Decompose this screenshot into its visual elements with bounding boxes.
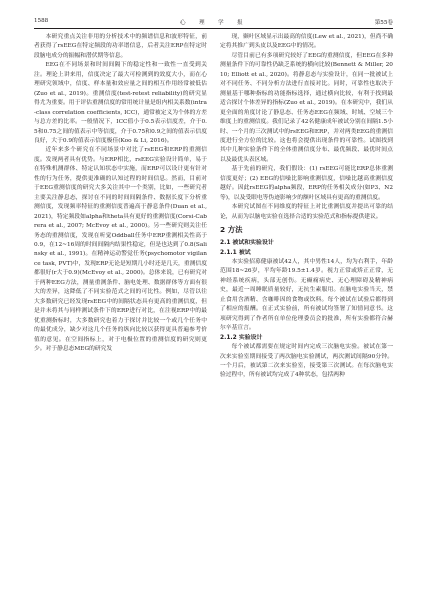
section-heading-methods: 2 方法 bbox=[220, 225, 243, 235]
paragraph: 本研究重点关注非用的分析技术中的频谱信息和波形特征，前者获得了rsEEG在特定频段的功率谱信息，后者关注ERP在特定时段脑电成分的振幅和潜伏期等信息。 bbox=[34, 34, 207, 59]
paragraph: 尽管目前已有多项研究较好了EEG的重测信度，但EEG在多种测量条件下的可靠性仍缺乏系统的横向比较(Bennett & Miller, 2010; Elliott et al., 2020)。将静息态与实验设计，在同一批被试上对不同任务、不同分析方法进行直接对比。同时，可靠性也取决于测量基于哪种指标的功能指标选择，通过横向比较，有利于找到最适合探讨个体差异的指标(Zuo et al., 2019)。在本研究中，我们从更全面的角度讨论了静息态、任务态EEG在频域、时域、空域三个维度上的重测信度。我们记录了42名健康成年被试分别在间隔1.5小时、一个月的三次测试中的rsEEG和ERP，并对两类EEG的重测信度进行全方位的比较。这也将会提供出现条件的可靠性。试图找到其中几种实验条件下的全体重测信度分布、最优频段、最优时间点以及最优头表区域。 bbox=[220, 52, 393, 163]
paragraph: 本研究试图在不同维度的特征上对比重测信度并提出可靠的结论，从而为以脑电实验在选择合适的实验范式和指标提供建议。 bbox=[220, 204, 393, 220]
volume-label: 第55卷 bbox=[374, 20, 393, 26]
subsection-heading: 2.1 被试和实验设计 bbox=[220, 240, 274, 247]
left-column bbox=[34, 33, 207, 354]
subsubsection-heading: 2.1.2 实验设计 bbox=[220, 334, 263, 341]
journal-title-char-4: 报 bbox=[237, 20, 243, 26]
header-rule bbox=[34, 28, 393, 29]
journal-title-char-3: 学 bbox=[218, 20, 224, 26]
paragraph: 现，颞叶区域显示出最高的信度(Lew et al., 2021)，但尚不确定将其推广到头皮以及EEG中的情况。 bbox=[220, 34, 393, 50]
journal-title-char-2: 理 bbox=[199, 20, 205, 26]
paragraph: EEG在不同场景和时间间隔下的稳定性和一致性一直受到关注。理论上讲来用，信度决定了最大可检测到的效度大小，而在心理研究领域中，信度、样本量和效应量之间的相互作用经常被低估(Zuo et al., 2019)。重测信度(test-retest reliability)的研究显得尤为重要。用于评估重测信度的常用统计量是组内相关系数(intra-class correlation coefficients, ICC)，通常被定义为个体的方差与总方差的比率。一般情况下，ICC值小于0.5表示信度差，介于0.5和0.75之间的值表示中等信度，介于0.75和0.9之间的值表示信度良好，大于0.9的值表示信度极佳(Koo & Li, 2016)。 bbox=[34, 62, 207, 144]
paragraph: 基于先前的研究，我们假设：(1) rsEEG可能比ERP总体重测信度更好；(2) EEG的信噪比影响重测信度，信噪比越高重测信度越好。因此rsEEG的alpha频段，ERP的任务相关成分(如P3、N2等)，以及受眼电等伪迹影响少的额叶区域具有更高的重测信度。 bbox=[220, 166, 393, 201]
journal-title-char-1: 心 bbox=[180, 20, 186, 26]
paragraph: 近年来多个研究在不同场景中对比了rsEEG和ERP的重测信度。发现两者具有优势。与ERP相比，rsEEG实验设计简单，易于在特殊机测群体、特定认知状态中实施，而ERP可以设计更有针对性的行为任务，提供更准确的认知过程的时间信息。然而，目前对于EEG重测信度的研究大多关注其中一个类别，比如，一些研究者主要关注静息态，探讨在不同的时间间隔条件、数据长度下分析重测信度，发现频率特征的重测信度普遍高于静息条件(Duan et al., 2021)，特定频段如alpha和theta具有更好的重测信度(Corsi-Cabrera et al., 2007; McEvoy et al., 2000)。另一些研究则关注任务态的重测信度，发现在听觉Oddball任务中ERP重测相关性高于0.9，在12~16周的时间间隔内结果性稳定，但是也达到了0.8(Salinsky et al., 1991)。在精神运动警觉任务(psychomotor vigilance task, PVT)中，发现ERP无论是短期几小时还是几天，重测信度都很好(r大于0.9)(McEvoy et al., 2000)。总体来说，已有研究对于两种EEG方法，测量重测条件、脑电处理、数据群体等方面有很大的差异，这降低了不同实验范式之间的可比性。例如，尽管以往大多数研究已经发现rsEEG中的间隔状态具有更高的重测信度，但是并未将其与同样测试条件下的ERP进行对比，在注视ERP中的最优重测指标时，大多数研究也着力于探讨并比较一个或几个任务中的最优成分，缺少对这几个任务的纵向比较以获得更具普遍参考价值的意见。在空间指标上，对于电极位置的重测信度的研究则更少。对于静息态MEG的研究发 bbox=[34, 147, 207, 352]
page-number: 1588 bbox=[34, 18, 49, 24]
paragraph: 每个被试都需要在规定时间内完成三次脑电实验。被试在第一次来实验室期间接受了两次脑电实验测试，两次测试间隔90分钟。一个月后，被试第二次来实验室，接受第三次测试。在每次脑电实验过程中，所有被试均完成了4种状态，包括两种 bbox=[220, 344, 393, 379]
right-column bbox=[220, 33, 393, 381]
paragraph: 本实验招募健康被试42人，其中男性14人，均为右利手，年龄范围18~26岁，平均年龄19.5±1.4岁。视力正常或矫正正常，无神经系统疾病，头部无创伤。无癫痫病史、无心理障碍及精神病史，最近一周睡眠质量较好，无抗生素服用。在脑电实验当天，禁止食用含酒精、含咖啡因的食物或饮料。每个被试在试验后都得到了相应的报酬。在正式实验前，所有被试均签署了知情同意书。这项研究得到了作者所在单位伦理委员会的批准，所有实验都符合赫尔辛基宣言。 bbox=[220, 258, 393, 332]
subsubsection-heading: 2.1.1 被试 bbox=[220, 249, 251, 256]
